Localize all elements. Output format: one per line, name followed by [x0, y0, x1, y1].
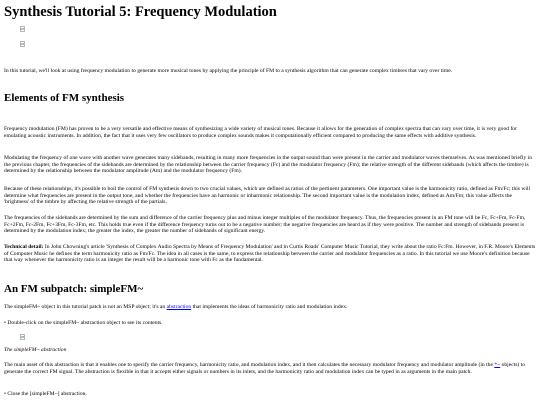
simplefm-intro-paragraph — [4, 304, 536, 311]
fm-paragraph-4: The frequencies of the sidebands are determined by the sum and difference of the carrier frequency plus and minus integer multiples of the modulator frequency. Thus, the frequencies present in an FM tone will be Fc, Fc+Fm, Fc-Fm, Fc+2Fm, Fc-2Fm, Fc+3Fm, Fc-3Fm, etc. This holds true even if the difference frequency turns out to be a negative number; the negative frequencies are heard as if they were positive. The number and strength of sidebands present is determined by the modulation index; the greater the index, the greater the number of sidebands of significant energy. — [4, 215, 526, 235]
simplefm-intro-text-before: The simpleFM~ object in this tutorial patch is not an MSP object; it's an — [4, 304, 166, 310]
abstraction-link[interactable]: abstraction — [166, 304, 192, 310]
figure-caption-text: The simpleFM~ abstraction — [4, 347, 67, 353]
intro-paragraph: In this tutorial, we'll look at using frequency modulation to generate more musical tones by applying the principle of FM to a synthesis algorithm that can generate complex timbres that vary over time. — [4, 68, 453, 74]
technical-detail-label: Technical detail: — [4, 244, 44, 250]
simplefm-description-before: The main asset of this abstraction is that it enables one to specify the carrier frequency, harmonicity ratio, and modulation index, and it then calculates the necessary modulator frequency and modulator amplitude (in the — [4, 362, 493, 368]
broken-image-icon — [20, 334, 25, 340]
page-title: Synthesis Tutorial 5: Frequency Modulation — [4, 4, 277, 20]
technical-detail-paragraph — [4, 244, 536, 264]
broken-image-icon — [20, 41, 25, 47]
figure-caption — [4, 347, 536, 354]
fm-paragraph-3: Because of these relationships, it's possible to boil the control of FM synthesis down to two crucial values, which are defined as ratios of the pertinent parameters. One important value is the harmonicity ratio, defined as Fm/Fc; this will determine what frequencies are present in the output tone, and whether the frequencies have an harmonic or inharmonic relationship. The second important value is the modulation index, defined as Am/Fm; this value affects the 'brightness' of the timbre by affecting the relative strength of the partials. — [4, 186, 531, 206]
instruction-close: • Close the [simpleFM~] abstraction. — [4, 391, 87, 397]
broken-image-icon — [20, 26, 25, 32]
fm-paragraph-2: Modulating the frequency of one wave with another wave generates many sidebands, resulting in many more frequencies in the output sound than were present in the carrier and modulator waves themselves. As was mentioned briefly in the previous chapter, the frequencies of the sidebands are determined by the relationship between the carrier frequency (Fc) and the modulator frequency (Fm); the relative strength of the different sidebands (which affects the timbre) is determined by the relationship between the modulator amplitude (Am) and the modulator frequency (Fm). — [4, 155, 532, 175]
simplefm-intro-text-after: that implements the ideas of harmonicity ratio and modulation index. — [192, 304, 348, 310]
technical-detail-text: In John Chowning's article 'Synthesis of Complex Audio Spectra by Means of Frequency Modulation' and in Curtis Roads' Computer Music Tutorial, they write about the ratio Fc:Fm. However, in F.R. Moore's Elements of Computer Music he defines the term harmonicity ratio as Fm/Fc. The idea in all cases is the same, to express the relationship between the carrier and modulator frequencies as a ratio. In this tutorial we use Moore's definition because that way whenever the harmonicity ratio is an integer the result will be a harmonic tone with Fc as the fundamental. — [4, 244, 536, 264]
instruction-double-click: • Double-click on the simpleFM~ abstraction object to see its contents. — [4, 320, 163, 326]
fm-paragraph-1: Frequency modulation (FM) has proven to be a very versatile and effective means of synthesizing a wide variety of musical tones. Because it allows for the generation of complex spectra that can vary over time, it is very good for emulating acoustic instruments. In addition, the fact that it uses very few oscillators to produce complex sounds makes it computationally efficient compared to producing the same effects with additive synthesis. — [4, 126, 517, 139]
multiply-signal-link[interactable]: *~ — [494, 362, 501, 368]
simplefm-description-after: objects) to generate the correct FM signal. The abstraction is flexible in that it accepts either signals or numbers in its inlets, and the harmonicity ratio and modulation index can be typed in as arguments in the main patch. — [4, 362, 526, 375]
section-heading-fm-elements: Elements of FM synthesis — [4, 92, 125, 104]
simplefm-description-paragraph — [4, 362, 536, 375]
section-heading-simplefm: An FM subpatch: simpleFM~ — [4, 283, 144, 295]
